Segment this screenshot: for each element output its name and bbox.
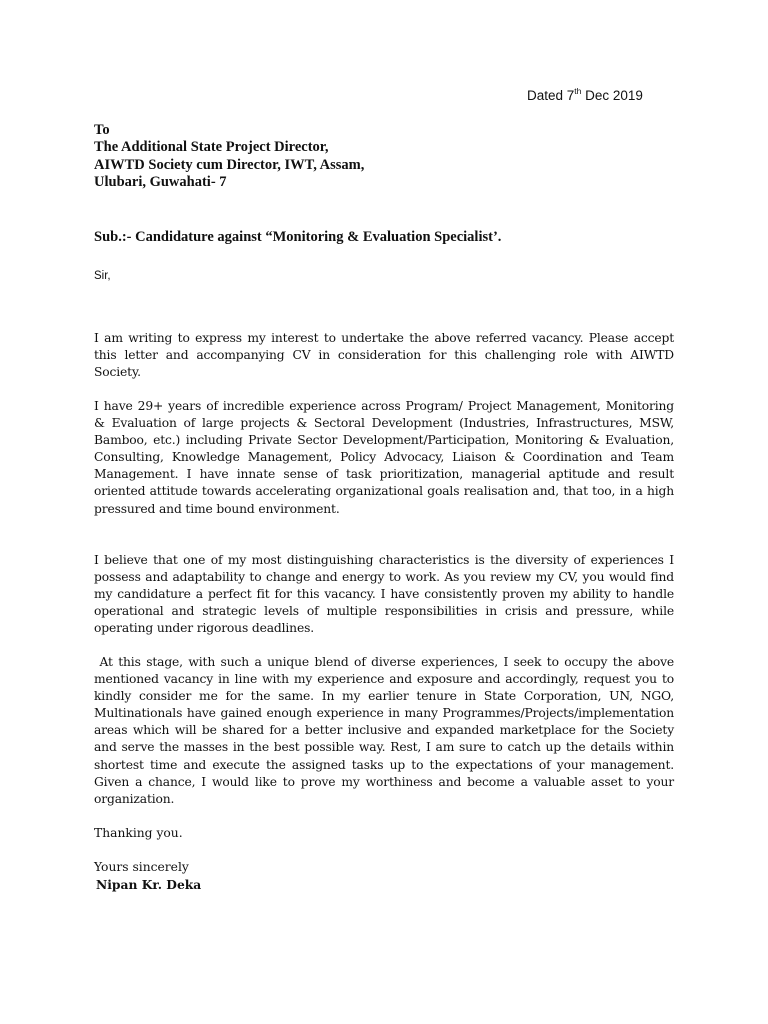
address-line-2: AIWTD Society cum Director, IWT, Assam, <box>94 156 365 173</box>
address-line-1: The Additional State Project Director, <box>94 139 329 156</box>
signer-name: Nipan Kr. Deka <box>96 877 202 892</box>
letter-date <box>527 88 643 103</box>
letter-subject: Sub.:- Candidature against “Monitoring & Evaluation Specialist’. <box>94 229 502 245</box>
date-suffix: Dec 2019 <box>581 88 643 103</box>
address-line-3: Ulubari, Guwahati- 7 <box>94 174 227 191</box>
paragraph-1: I am writing to express my interest to undertake the above referred vacancy. Please accept this letter and accompanying CV in consideration for this challenging role with AIWTD Society. <box>94 331 674 380</box>
date-superscript: th <box>574 86 582 96</box>
paragraph-4 <box>94 654 674 808</box>
paragraph-3: I believe that one of my most distinguishing characteristics is the diversity of experiences I possess and adaptability to change and energy to work. As you review my CV, you would find my candidature a perfect fit for this vacancy. I have consistently proven my ability to handle operational and strategic levels of multiple responsibilities in crisis and pressure, while operating under rigorous deadlines. <box>94 553 674 636</box>
date-prefix: Dated 7 <box>527 88 575 103</box>
recipient-address <box>94 122 364 192</box>
address-to: To <box>94 122 110 138</box>
closing-line: Yours sincerely <box>94 860 189 874</box>
paragraph-4-text: At this stage, with such a unique blend of diverse experiences, I seek to occupy the above mentioned vacancy in line with my experience and exposure and accordingly, request you to kindly consider me for the same. In my earlier tenure in State Corporation, UN, NGO, Multinationals have gained enough experience in many Programmes/Projects/implementation areas which will be shared for a better inclusive and expanded marketplace for the Society and serve the masses in the best possible way. Rest, I am sure to catch up the details within shortest time and execute the assigned tasks up to the expectations of your management. Given a chance, I would like to prove my worthiness and become a valuable asset to your organization. <box>94 655 675 806</box>
paragraph-2: I have 29+ years of incredible experience across Program/ Project Management, Monitoring & Evaluation of large projects & Sectoral Development (Industries, Infrastructures, MSW, Bamboo, etc.) including Private Sector Development/Participation, Monitoring & Evaluation, Consulting, Knowledge Management, Policy Advocacy, Liaison & Coordination and Team Management. I have innate sense of task prioritization, managerial aptitude and result oriented attitude towards accelerating organizational goals realisation and, that too, in a high pressured and time bound environment. <box>94 399 674 516</box>
thanking-line: Thanking you. <box>94 826 183 840</box>
salutation: Sir, <box>94 270 111 282</box>
